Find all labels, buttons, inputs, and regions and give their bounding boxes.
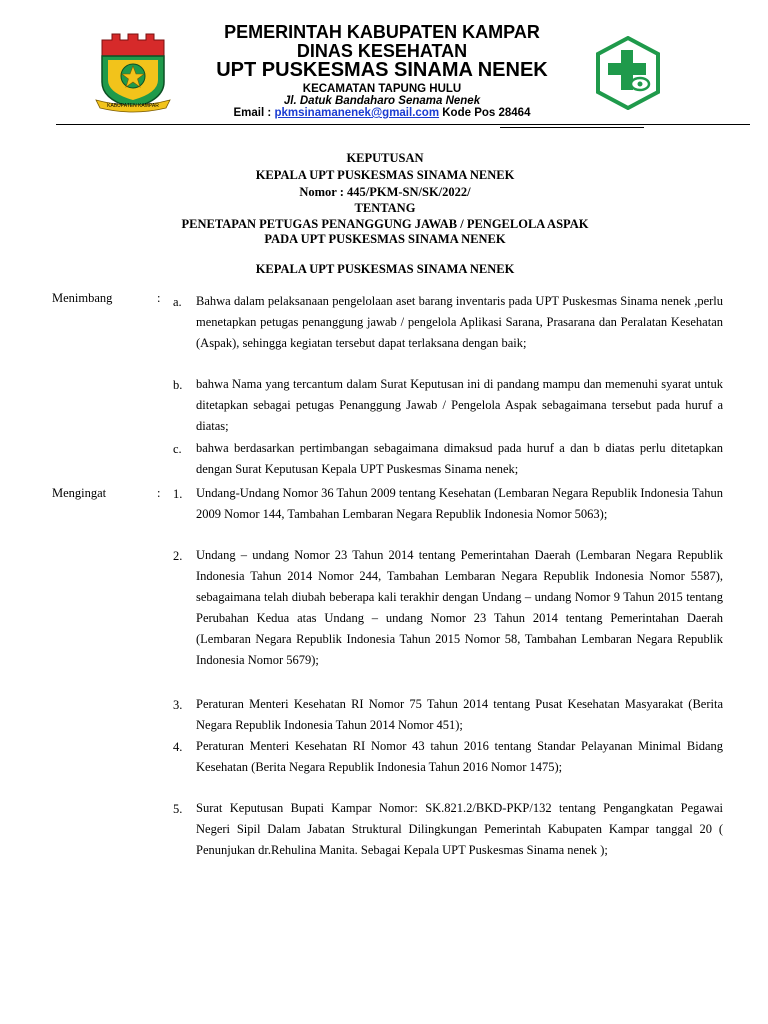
menimbang-item-text: bahwa Nama yang tercantum dalam Surat Keputusan ini di pandang mampu dan memenuhi syarat untuk ditetapkan sebagai petugas Penanggung Jawab / Pengelola Aspak sebagaimana tersebut pada huruf a diatas; bbox=[196, 377, 723, 433]
letterhead-line-1: PEMERINTAH KABUPATEN KAMPAR bbox=[224, 22, 540, 42]
mengingat-item-text: Undang – undang Nomor 23 Tahun 2014 tentang Pemerintahan Daerah (Lembaran Negara Republik Indonesia Tahun 2014 Nomor 244, Tambahan Lembaran Negara Republik Indonesia Nomor 5587), sebagaimana telah diubah beberapa kali terakhir dengan Undang – undang Nomor 9 Tahun 2015 tentang Perubahan Kedua atas Undang – undang Nomor 23 Tahun 2014 tentang Pemerintahan Daerah (Lembaran Negara Republik Indonesia Tahun 2015 Nomor 58, Tambahan Lembaran Negara Republik Indonesia Nomor 5679); bbox=[196, 548, 723, 667]
letterhead-line-2: DINAS KESEHATAN bbox=[296, 41, 468, 61]
mengingat-colon: : bbox=[157, 486, 161, 500]
letterhead-divider bbox=[56, 124, 750, 125]
menimbang-item-text: bahwa berdasarkan pertimbangan sebagaimana dimaksud pada huruf a dan b diatas perlu ditetapkan dengan Surat Keputusan Kepala UPT Puskesmas Sinama nenek; bbox=[196, 441, 723, 476]
mengingat-item-mark: 5. bbox=[173, 802, 183, 816]
mengingat-label: Mengingat bbox=[52, 486, 107, 500]
mengingat-item-text: Undang-Undang Nomor 36 Tahun 2009 tentang Kesehatan (Lembaran Negara Republik Indonesia Tahun 2009 Nomor 144, Tambahan Lembaran Negara Republik Indonesia Nomor 5063); bbox=[196, 486, 723, 521]
decree-subject-line-2: PADA UPT PUSKESMAS SINAMA NENEK bbox=[264, 232, 506, 246]
decree-number: Nomor : 445/PKM-SN/SK/2022/ bbox=[299, 185, 471, 199]
email-link[interactable]: pkmsinamanenek@gmail.com bbox=[274, 107, 440, 119]
menimbang-colon: : bbox=[157, 291, 161, 305]
kabupaten-kampar-logo bbox=[94, 30, 172, 114]
mengingat-item-text: Peraturan Menteri Kesehatan RI Nomor 75 Tahun 2014 tentang Pusat Kesehatan Masyarakat (Berita Negara Republik Indonesia Tahun 2014 Nomor 451); bbox=[196, 697, 723, 732]
letterhead-contact bbox=[170, 107, 594, 120]
postal-code: Kode Pos 28464 bbox=[442, 107, 531, 119]
mengingat-item-mark: 3. bbox=[173, 698, 183, 712]
mengingat-item-text: Peraturan Menteri Kesehatan RI Nomor 43 tahun 2016 tentang Standar Pelayanan Minimal Bidang Kesehatan (Berita Negara Republik Indonesia Tahun 2016 Nomor 1475); bbox=[196, 739, 723, 774]
decree-issuer: KEPALA UPT PUSKESMAS SINAMA NENEK bbox=[255, 168, 515, 182]
menimbang-item-mark: a. bbox=[173, 295, 182, 309]
letterhead-address: Jl. Datuk Bandaharo Senama Nenek bbox=[283, 95, 481, 107]
decree-heading: KEPUTUSAN bbox=[346, 151, 424, 165]
menimbang-item-mark: b. bbox=[173, 378, 183, 392]
decree-subject-line-1: PENETAPAN PETUGAS PENANGGUNG JAWAB / PENGELOLA ASPAK bbox=[181, 217, 589, 231]
svg-text:KABUPATEN KAMPAR: KABUPATEN KAMPAR bbox=[107, 103, 159, 109]
menimbang-item-mark: c. bbox=[173, 442, 182, 456]
mengingat-item-mark: 1. bbox=[173, 487, 183, 501]
letterhead-line-3: UPT PUSKESMAS SINAMA NENEK bbox=[216, 59, 548, 81]
email-label: Email : bbox=[233, 107, 272, 119]
puskesmas-logo bbox=[596, 36, 660, 110]
decree-authority: KEPALA UPT PUSKESMAS SINAMA NENEK bbox=[255, 262, 515, 276]
mengingat-item-text: Surat Keputusan Bupati Kampar Nomor: SK.821.2/BKD-PKP/132 tentang Pengangkatan Pegawai Negeri Sipil Dalam Jabatan Struktural Dilingkungan Pemerintah Kabupaten Kampar tanggal 20 ( Penunjukan dr.Rehulina Manita. Sebagai Kepala UPT Puskesmas Sinama nenek ); bbox=[196, 801, 723, 857]
letterhead-divider-accent bbox=[500, 127, 644, 128]
menimbang-item-text: Bahwa dalam pelaksanaan pengelolaan aset barang inventaris pada UPT Puskesmas Sinama nenek ,perlu menetapkan petugas penanggung jawab / pengelola Aplikasi Sarana, Prasarana dan Peralatan Kesehatan (Aspak), sehingga kegiatan tersebut dapat terlaksana dengan baik; bbox=[196, 294, 723, 350]
decree-about: TENTANG bbox=[354, 201, 416, 215]
menimbang-label: Menimbang bbox=[52, 291, 113, 305]
mengingat-item-mark: 4. bbox=[173, 740, 183, 754]
mengingat-item-mark: 2. bbox=[173, 549, 183, 563]
letterhead-district: KECAMATAN TAPUNG HULU bbox=[302, 83, 462, 95]
